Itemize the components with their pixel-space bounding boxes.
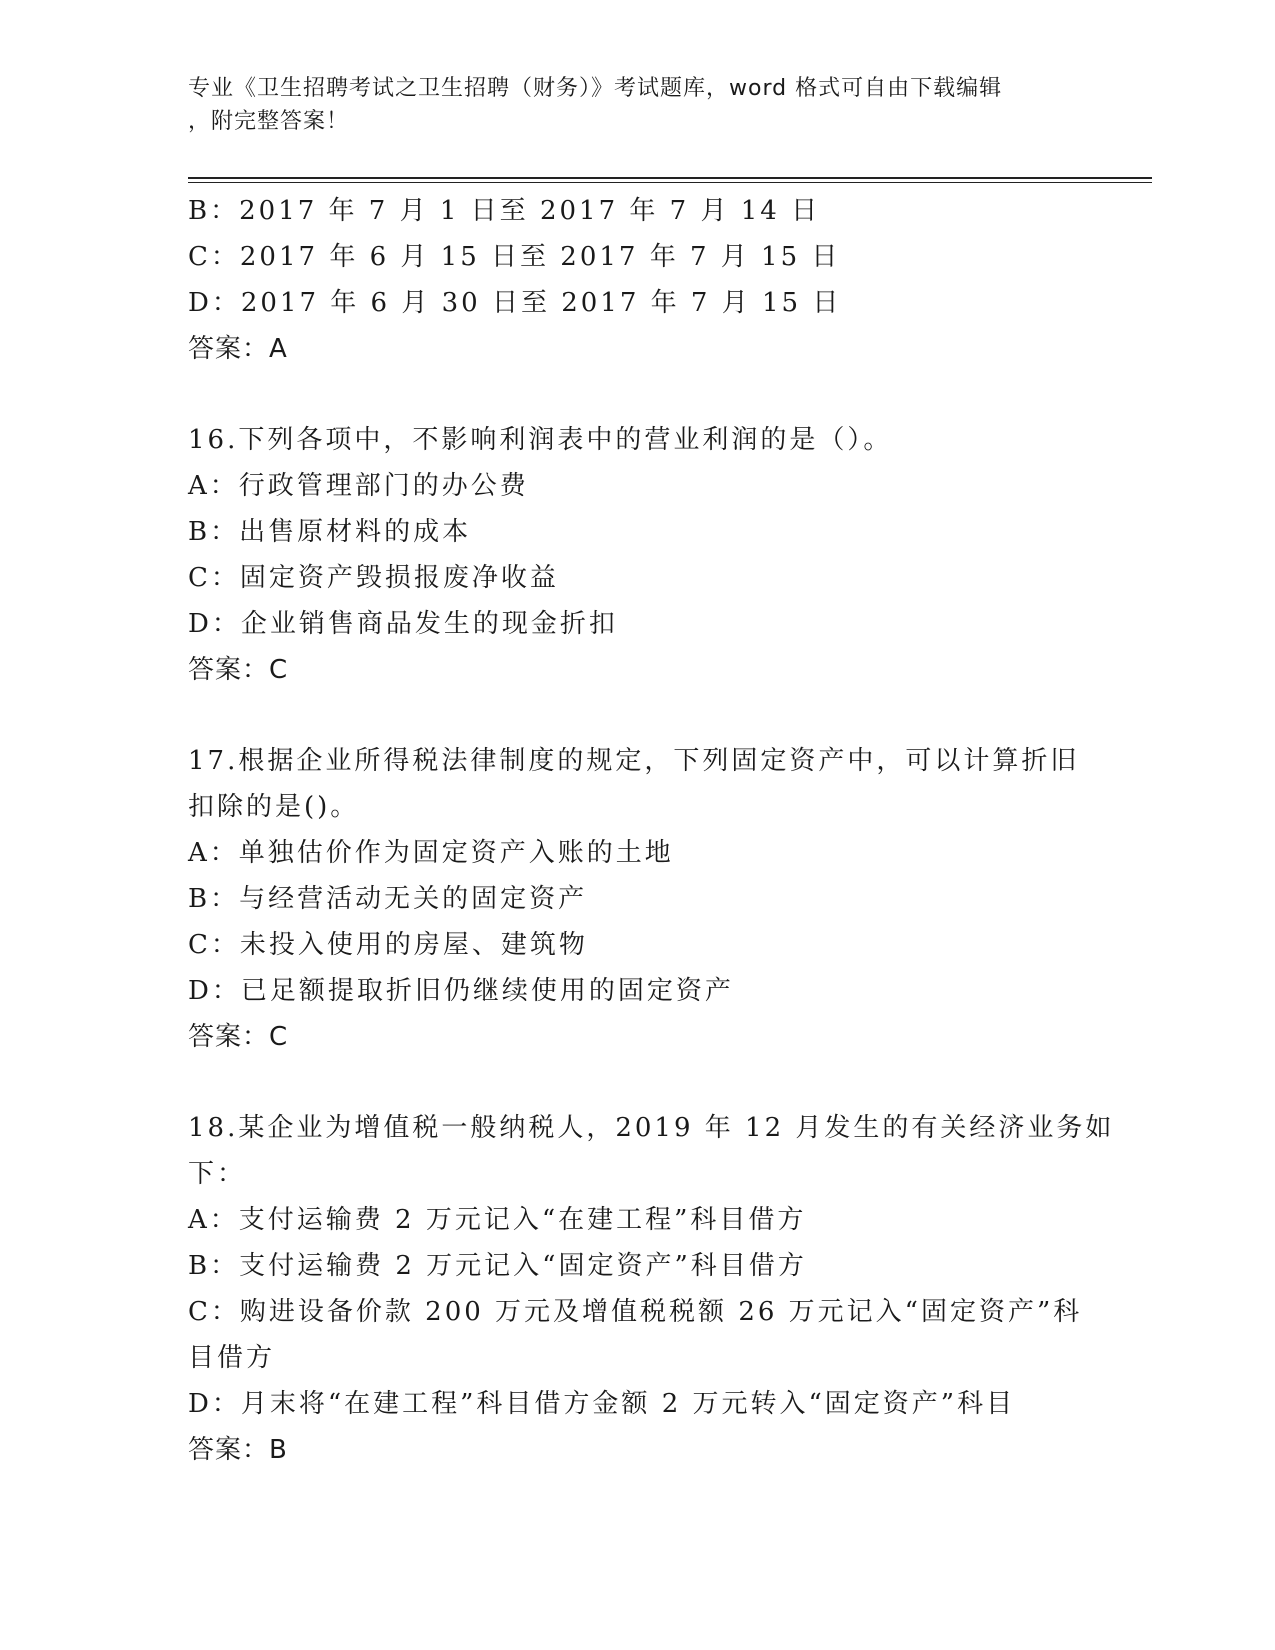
header-line-1: 专业《卫生招聘考试之卫生招聘（财务）》考试题库，word 格式可自由下载编辑	[188, 76, 1003, 101]
header-divider-thin	[188, 182, 1152, 183]
question-stem-cont: 扣除的是()。	[188, 792, 360, 822]
question-list	[188, 188, 1115, 1473]
option-c: C：未投入使用的房屋、建筑物	[188, 930, 588, 960]
question-stem: 17.根据企业所得税法律制度的规定，下列固定资产中，可以计算折旧	[188, 746, 1080, 776]
option-c-cont: 目借方	[188, 1343, 276, 1373]
question-17	[188, 738, 1088, 1060]
option-d: D：已足额提取折旧仍继续使用的固定资产	[188, 976, 734, 1006]
answer: 答案：C	[188, 655, 289, 685]
answer: 答案：B	[188, 1435, 288, 1465]
option-b: B：支付运输费 2 万元记入“固定资产”科目借方	[188, 1251, 807, 1281]
option-d: D：企业销售商品发生的现金折扣	[188, 609, 618, 639]
question-18	[188, 1105, 1115, 1473]
question-16	[188, 417, 1088, 693]
answer: 答案：C	[188, 1022, 289, 1052]
option-a: A：单独估价作为固定资产入账的土地	[188, 838, 674, 868]
option-b: B：与经营活动无关的固定资产	[188, 884, 588, 914]
option-b: B：2017 年 7 月 1 日至 2017 年 7 月 14 日	[188, 196, 821, 226]
option-d: D：2017 年 6 月 30 日至 2017 年 7 月 15 日	[188, 288, 842, 318]
question-stem: 16.下列各项中，不影响利润表中的营业利润的是（）。	[188, 425, 893, 455]
option-d: D：月末将“在建工程”科目借方金额 2 万元转入“固定资产”科目	[188, 1389, 1016, 1419]
option-c: C：2017 年 6 月 15 日至 2017 年 7 月 15 日	[188, 242, 841, 272]
option-a: A：行政管理部门的办公费	[188, 471, 529, 501]
option-c: C：固定资产毁损报废净收益	[188, 563, 559, 593]
header-divider-thick	[188, 177, 1152, 179]
answer: 答案：A	[188, 334, 288, 364]
header-line-2: ，附完整答案！	[188, 109, 350, 134]
option-a: A：支付运输费 2 万元记入“在建工程”科目借方	[188, 1205, 807, 1235]
question-15	[188, 188, 1088, 372]
document-header	[188, 72, 1068, 138]
question-stem: 18.某企业为增值税一般纳税人，2019 年 12 月发生的有关经济业务如	[188, 1113, 1115, 1143]
option-c: C：购进设备价款 200 万元及增值税税额 26 万元记入“固定资产”科	[188, 1297, 1083, 1327]
question-stem-cont: 下：	[188, 1159, 247, 1189]
option-b: B：出售原材料的成本	[188, 517, 472, 547]
